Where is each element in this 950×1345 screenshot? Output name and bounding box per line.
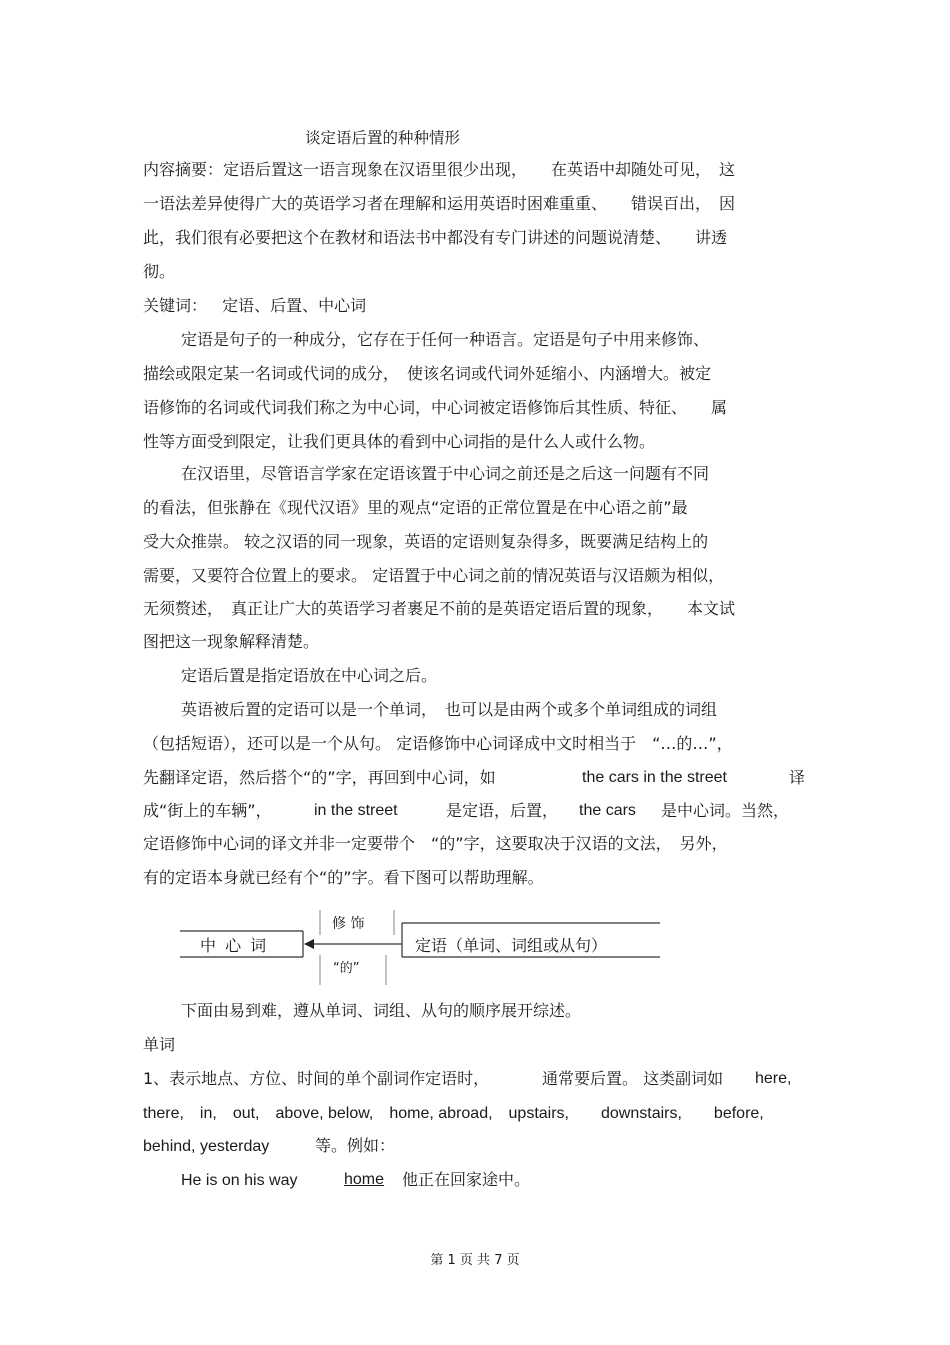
doc-title: 谈定语后置的种种情形 [305, 129, 461, 147]
diagram-head: 中 心 词 [200, 936, 269, 955]
p2-line-3: 受大众推崇。 较之汉语的同一现象，英语的定语则复杂得多，既要满足结构上的 [143, 532, 709, 551]
p4-line-2: （包括短语），还可以是一个从句。 定语修饰中心词译成中文时相当于 “…的…”， [143, 734, 733, 753]
arrow-head-icon [304, 939, 314, 949]
p4-line-6: 有的定语本身就已经有个“的”字。看下图可以帮助理解。 [143, 868, 544, 887]
p1-line-3: 语修饰的名词或代词我们称之为中心词，中心词被定语修饰后其性质、特征、 属 [143, 398, 728, 417]
diagram-attr: 定语（单词、词组或从句） [415, 936, 608, 955]
page-footer: 第 1 页 共 7 页 [430, 1253, 520, 1268]
abstract-line-2: 一语法差异使得广大的英语学习者在理解和运用英语时困难重重、 错误百出， 因 [143, 194, 736, 213]
p4-line-3: 先翻译定语，然后搭个“的”字，再回到中心词，如 the cars in the street 译 [143, 768, 806, 787]
p1-line-4: 性等方面受到限定，让我们更具体的看到中心词指的是什么人或什么物。 [143, 432, 656, 451]
p1-line-1: 定语是句子的一种成分，它存在于任何一种语言。定语是句子中用来修饰、 [181, 330, 710, 349]
p4-line-4: 成“街上的车辆”， in the street 是定语，后置， the cars 是中心词。当然， [143, 801, 790, 820]
example-phrase: the cars in the street [582, 769, 727, 786]
p1-line-2: 描绘或限定某一名词或代词的成分， 使该名词或代词外延缩小、内涵增大。被定 [143, 364, 712, 383]
p2-line-4: 需要，又要符合位置上的要求。 定语置于中心词之前的情况英语与汉语颇为相似， [143, 566, 725, 585]
head-phrase: the cars [579, 802, 636, 819]
diagram-de: “的” [333, 961, 360, 976]
abstract-line-1: 内容摘要：定语后置这一语言现象在汉语里很少出现， 在英语中却随处可见， 这 [143, 160, 736, 179]
keywords-label: 关键词： [143, 296, 208, 315]
example-line: He is on his way home 他正在回家途中。 [181, 1170, 531, 1189]
p2-line-1: 在汉语里，尽管语言学家在定语该置于中心词之前还是之后这一问题有不同 [181, 464, 710, 483]
item1-line-3: behind, yesterday 等。例如： [143, 1136, 396, 1155]
abstract-label: 内容摘要： [143, 160, 224, 179]
p4-line-5: 定语修饰中心词的译文并非一定要带个 “的”字，这要取决于汉语的文法， 另外， [143, 834, 728, 853]
p2-line-2: 的看法，但张静在《现代汉语》里的观点“定语的正常位置是在中心语之前”最 [143, 498, 688, 517]
abstract-line-3: 此，我们很有必要把这个在教材和语法书中都没有专门讲述的问题说清楚、 讲透 [143, 228, 728, 247]
abstract-line-4: 彻。 [143, 262, 176, 281]
p4-line-1: 英语被后置的定语可以是一个单词， 也可以是由两个或多个单词组成的词组 [181, 700, 718, 719]
keywords-text: 定语、后置、中心词 [222, 296, 367, 315]
item1-line-1: 1、表示地点、方位、时间的单个副词作定语时， 通常要后置。 这类副词如 here, [143, 1069, 792, 1088]
item1-line-2: there, in, out, above, below, home, abroad, upstairs, downstairs, before, [143, 1105, 764, 1122]
p2-line-6: 图把这一现象解释清楚。 [143, 632, 320, 651]
section-heading: 单词 [143, 1035, 176, 1054]
p3-line: 定语后置是指定语放在中心词之后。 [181, 666, 438, 685]
attr-phrase: in the street [314, 802, 398, 819]
p5-line: 下面由易到难，遵从单词、词组、从句的顺序展开综述。 [181, 1001, 582, 1020]
example-home: home [344, 1171, 385, 1188]
diagram-modify: 修 饰 [332, 916, 365, 932]
p2-line-5: 无须赘述， 真正让广大的英语学习者裹足不前的是英语定语后置的现象， 本文试 [143, 599, 736, 618]
